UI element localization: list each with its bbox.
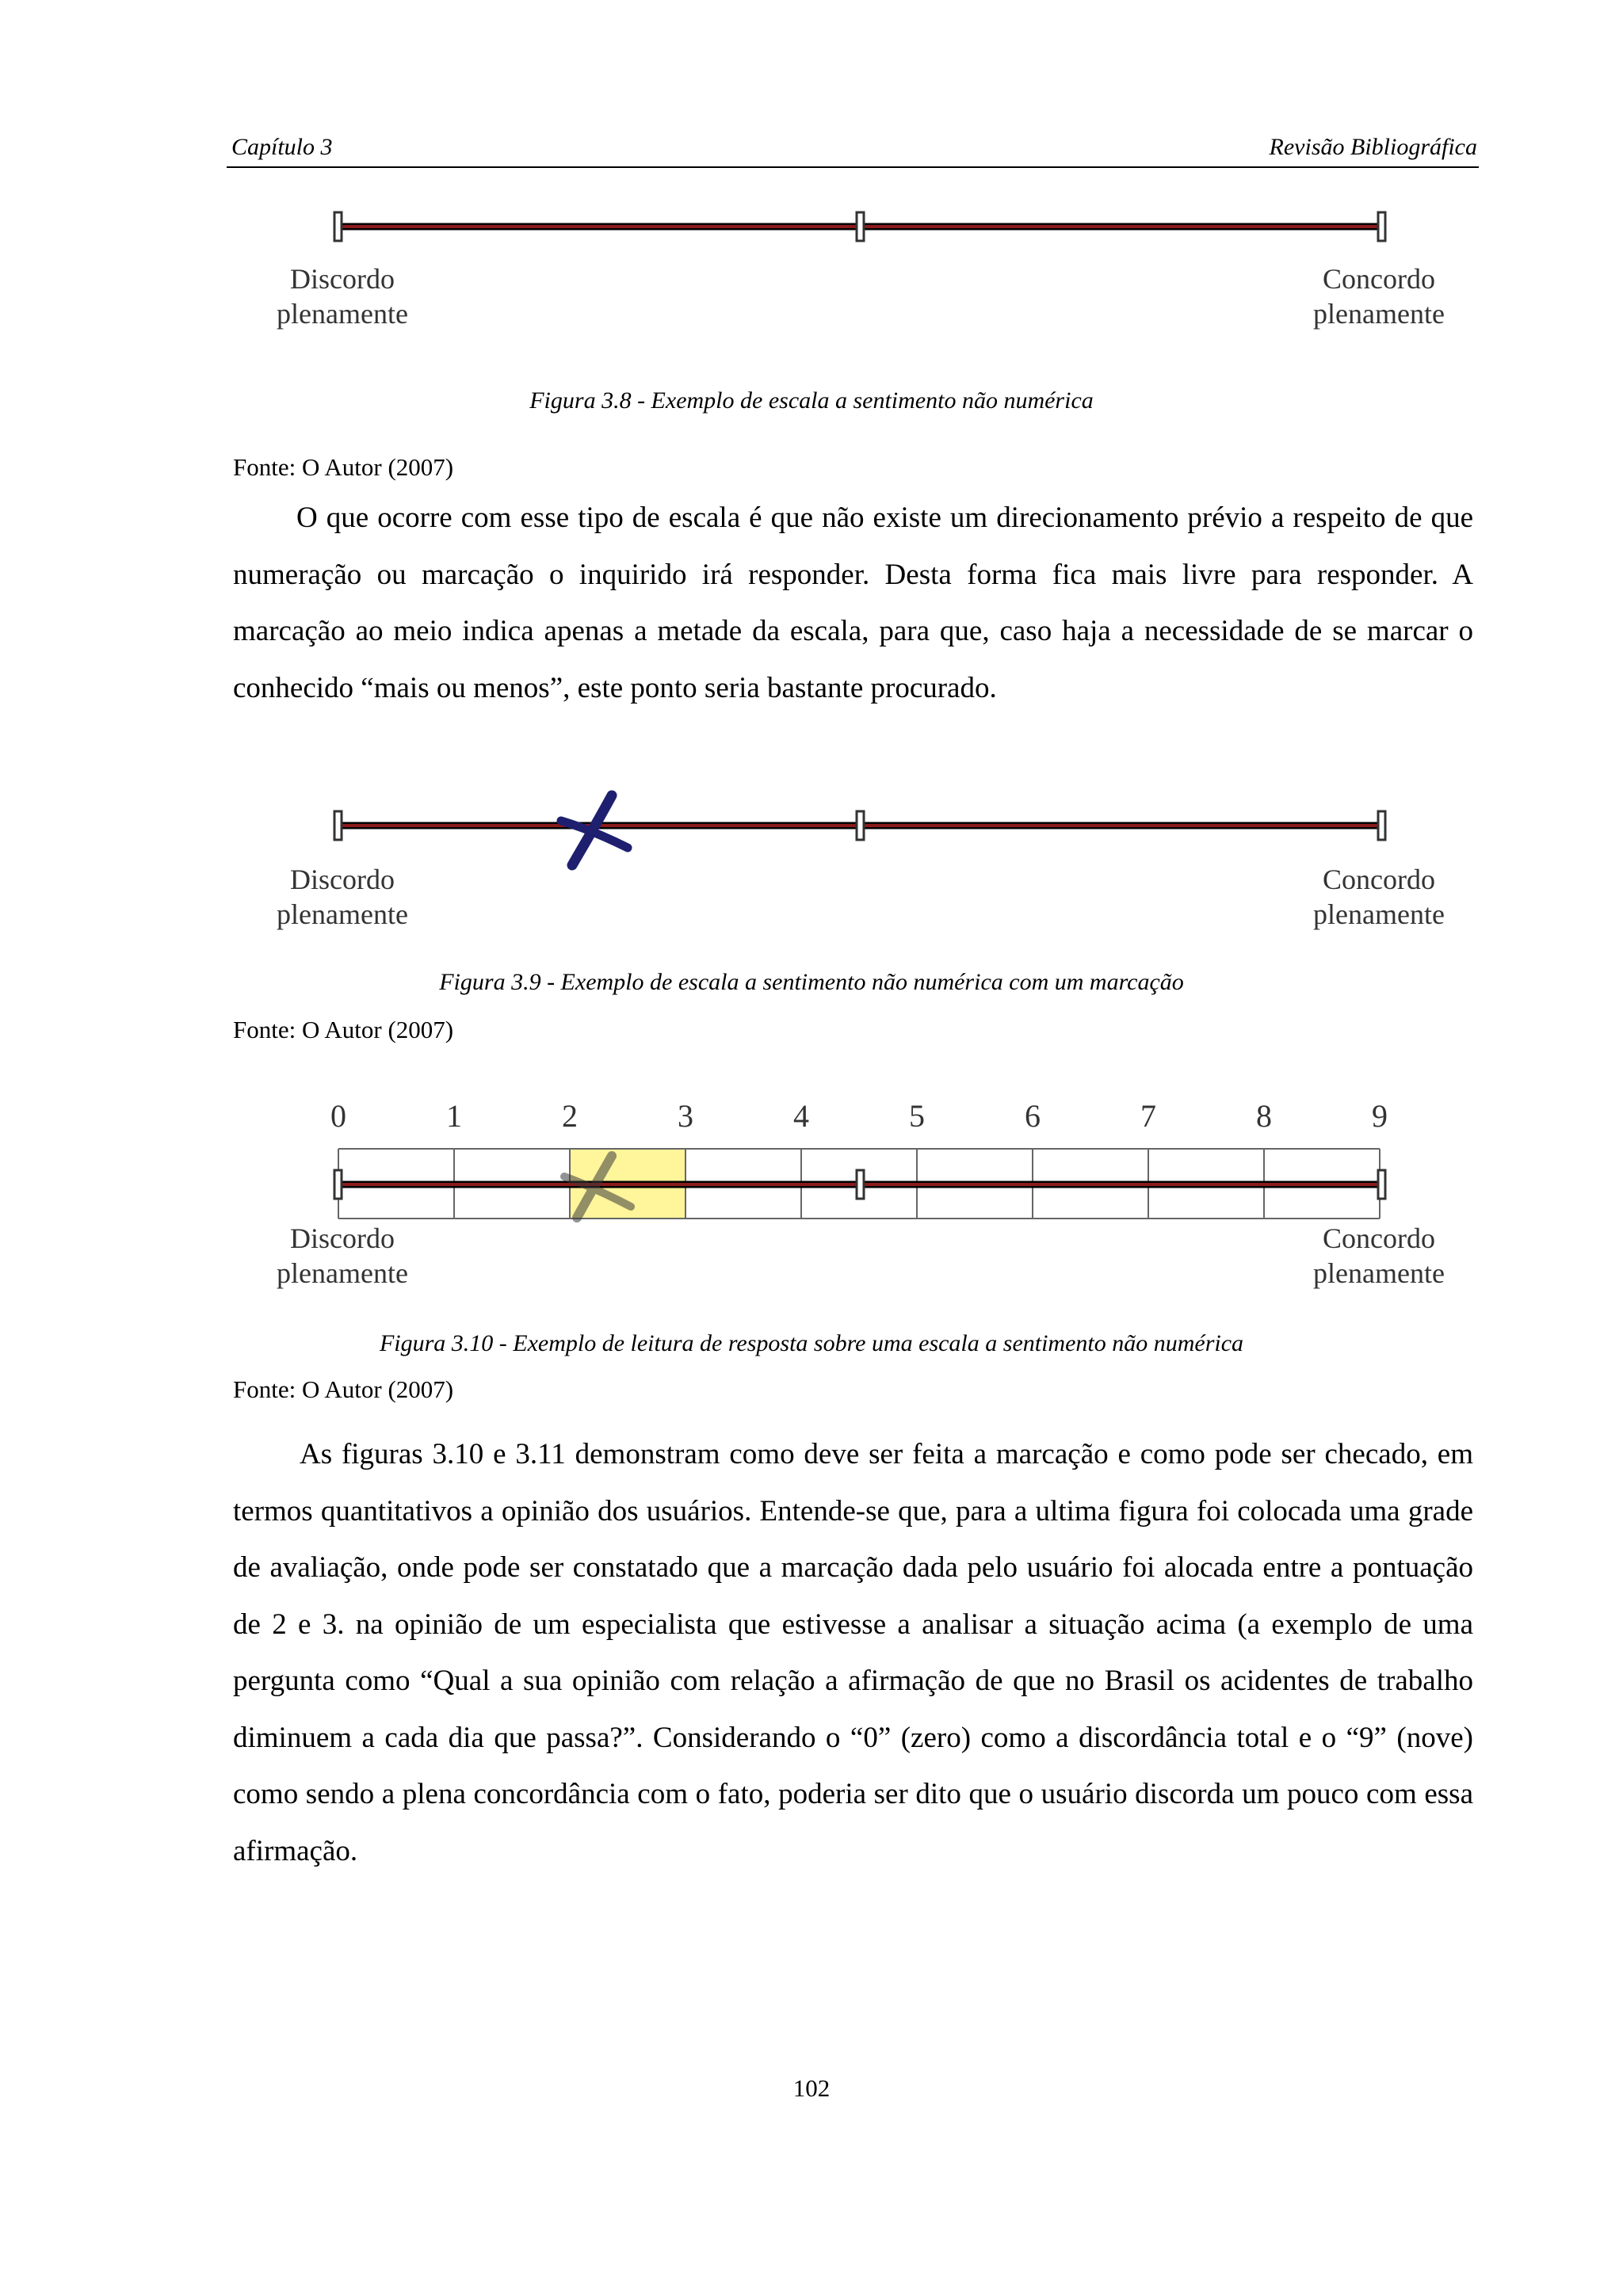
body-paragraph-1: O que ocorre com esse tipo de escala é que não existe um direcionamento prévio a respeito de que numeração ou marcação o inquirido irá responder. Desta forma fica mais livre para responder. A marcação ao meio indica apenas a metade da escala, para que, caso haja a necessidade de se marcar o conhecido “mais ou menos”, este ponto seria bastante procurado.: [233, 502, 1473, 704]
scale-mid-tick: [857, 1170, 864, 1199]
scale-end-tick-right: [1378, 811, 1385, 840]
scale-end-tick-right: [1378, 1170, 1385, 1199]
scale-mid-tick: [857, 811, 864, 840]
grid-number: 2: [562, 1098, 578, 1134]
figure-caption-3-9: Figura 3.9 - Exemplo de escala a sentimento não numérica com um marcação: [439, 969, 1184, 995]
scale-label-disagree: Discordo plenamente: [277, 864, 408, 930]
figure-3-9: [0, 792, 1623, 943]
grid-number: 6: [1025, 1098, 1041, 1134]
body-paragraph-2: As figuras 3.10 e 3.11 demonstram como deve ser feita a marcação e como pode ser checado, em termos quantitativos a opinião dos usuários. Entende-se que, para a ultima figura foi colocada uma grade de avaliação, onde pode ser constatado que a marcação dada pelo usuário foi alocada entre a pontuação de 2 e 3. na opinião de um especialista que estivesse a analisar a situação acima (a exemplo de uma pergunta como “Qual a sua opinião com relação a afirmação de que no Brasil os acidentes de trabalho diminuem a cada dia que passa?”. Considerando o “0” (zero) como a discordância total e o “9” (nove) como sendo a plena concordância com o fato, poderia ser dito que o usuário discorda um pouco com essa afirmação.: [233, 1438, 1473, 1867]
grid-number: 4: [793, 1098, 809, 1134]
scale-end-tick-left: [334, 212, 342, 241]
header-rule: [227, 166, 1479, 168]
scale-label-disagree: Discordo plenamente: [277, 1222, 408, 1289]
scale-mid-tick: [857, 212, 864, 241]
figure-caption-3-10: Figura 3.10 - Exemplo de leitura de resposta sobre uma escala a sentimento não numérica: [379, 1330, 1244, 1356]
scale-end-tick-left: [334, 811, 342, 840]
scale-label-agree: Concordo plenamente: [1313, 1222, 1445, 1289]
scale-label-disagree: Discordo plenamente: [277, 263, 408, 330]
grid-number: 9: [1372, 1098, 1388, 1134]
page-number: 102: [792, 2074, 831, 2102]
grid-number: 3: [678, 1098, 693, 1134]
figure-source-3-9: Fonte: O Autor (2007): [233, 1016, 454, 1043]
scale-end-tick-left: [334, 1170, 342, 1199]
grid-number: 0: [330, 1098, 346, 1134]
figure-caption-3-8: Figura 3.8 - Exemplo de escala a sentimento não numérica: [529, 387, 1094, 414]
figure-3-10: [0, 1097, 1623, 1303]
grid-number: 7: [1140, 1098, 1156, 1134]
grid-number: 1: [446, 1098, 462, 1134]
scale-label-agree: Concordo plenamente: [1313, 263, 1445, 330]
running-header-right: Revisão Bibliográfica: [1269, 134, 1477, 160]
grid-number: 8: [1256, 1098, 1272, 1134]
running-header-left: Capítulo 3: [231, 134, 333, 160]
response-mark-x: [561, 795, 628, 865]
figure-3-8: [0, 198, 1623, 349]
scale-end-tick-right: [1378, 212, 1385, 241]
grid-number: 5: [909, 1098, 925, 1134]
figure-source-3-10: Fonte: O Autor (2007): [233, 1375, 454, 1403]
scale-label-agree: Concordo plenamente: [1313, 864, 1445, 930]
figure-source-3-8: Fonte: O Autor (2007): [233, 453, 454, 481]
